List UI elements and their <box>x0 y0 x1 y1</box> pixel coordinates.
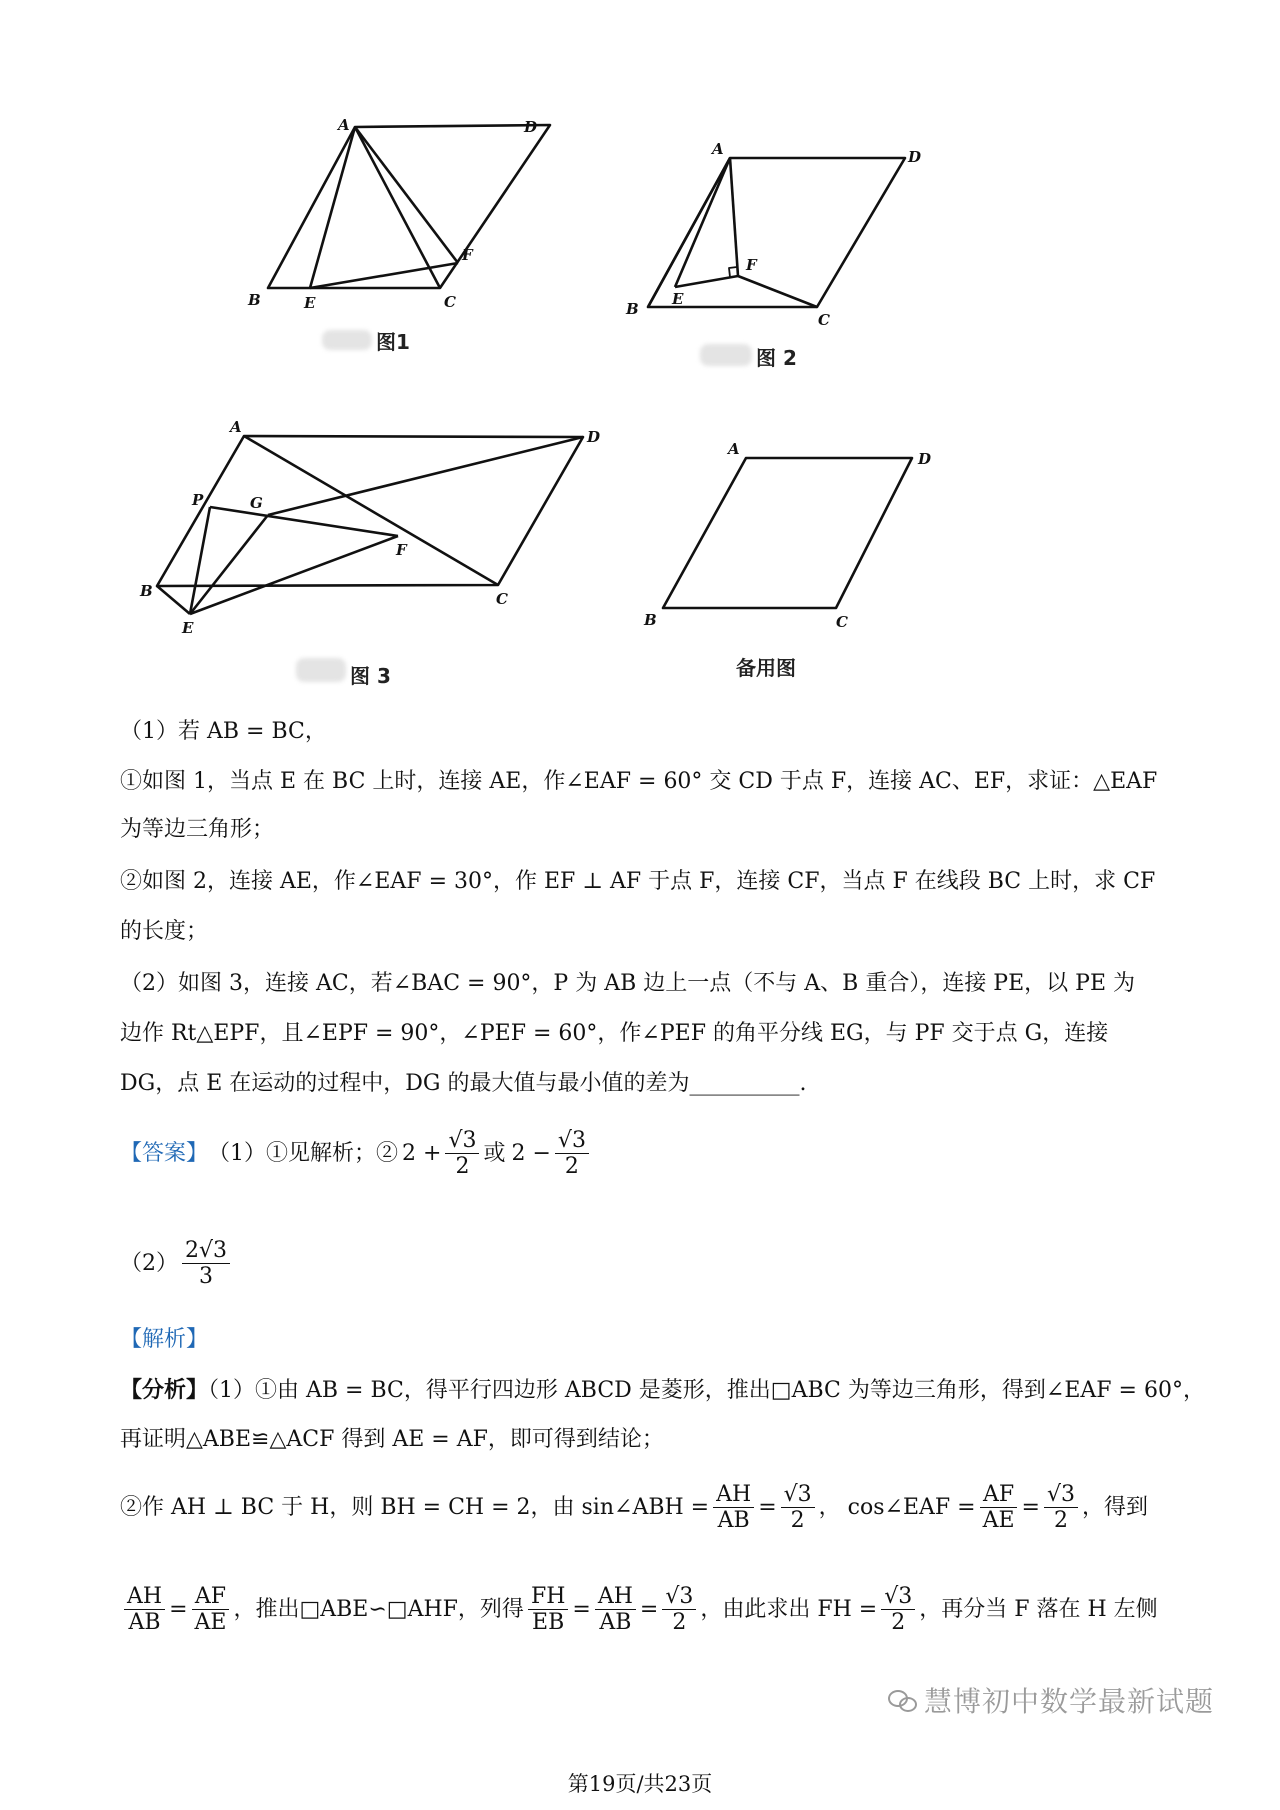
numerator: AF <box>980 1482 1017 1508</box>
point-label-c: C <box>496 590 508 608</box>
numerator: AH <box>713 1482 754 1508</box>
denominator: 2 <box>891 1610 906 1636</box>
denominator: AB <box>717 1508 750 1534</box>
blurred-logo <box>700 344 752 366</box>
denominator: 2 <box>672 1610 687 1636</box>
analysis-line4-c: ，再分当 F 落在 H 左侧 <box>919 1596 1158 1622</box>
equals-sign: = <box>758 1494 777 1520</box>
fraction <box>980 1482 1018 1534</box>
numerator: AH <box>595 1584 636 1610</box>
wechat-icon <box>888 1688 918 1712</box>
point-label-d: D <box>524 118 538 136</box>
point-label-p: P <box>192 491 204 509</box>
fraction <box>192 1584 230 1636</box>
fraction <box>182 1238 230 1290</box>
answer-label: 【答案】 <box>120 1140 209 1166</box>
answer-line <box>120 1128 593 1180</box>
figure-1 <box>230 116 560 320</box>
fraction <box>595 1584 636 1636</box>
point-label-a: A <box>712 140 724 158</box>
point-label-d: D <box>908 148 922 166</box>
analysis-line1-text: （1）①由 AB = BC，得平行四边形 ABCD 是菱形，推出□ABC 为等边三角形，得到∠EAF = 60°， <box>208 1378 1205 1403</box>
equals-sign: = <box>639 1596 659 1622</box>
fraction <box>445 1128 479 1180</box>
numerator: √3 <box>662 1584 696 1610</box>
question-part1-ii-line1: ②如图 2，连接 AE，作∠EAF = 30°，作 EF ⊥ AF 于点 F，连接 CF，当点 F 在线段 BC 上时，求 CF <box>120 869 1156 894</box>
fraction <box>713 1482 754 1534</box>
question-part1-i-line2: 为等边三角形； <box>120 817 275 842</box>
analysis-line1 <box>120 1376 1205 1406</box>
figure-spare-caption: 备用图 <box>736 656 796 680</box>
parallelogram-abcd <box>663 458 912 608</box>
equals-sign: = <box>572 1596 591 1622</box>
equals-sign: = <box>1021 1494 1040 1520</box>
segment-fc <box>738 276 817 307</box>
numerator: √3 <box>1044 1482 1078 1508</box>
denominator: 2 <box>564 1154 579 1180</box>
analysis-line2: 再证明△ABE≌△ACF 得到 AE = AF，即可得到结论； <box>120 1427 664 1452</box>
parallelogram-abcd <box>268 125 550 288</box>
analysis-line4-b: ，由此求出 FH = <box>700 1596 878 1622</box>
segment-be <box>157 586 190 614</box>
question-part2-line1: （2）如图 3，连接 AC，若∠BAC = 90°，P 为 AB 边上一点（不与 A、B 重合），连接 PE，以 PE 为 <box>120 971 1136 996</box>
analysis-line4-a: ，推出□ABE∽□AHF，列得 <box>233 1596 524 1622</box>
point-label-c: C <box>836 613 848 631</box>
page-number: 第19页/共23页 <box>567 1772 713 1796</box>
segment-pf <box>210 507 398 536</box>
point-label-e: E <box>182 619 194 637</box>
segment-ae <box>310 127 355 288</box>
numerator: AF <box>192 1584 229 1610</box>
numerator: 2√3 <box>182 1238 230 1264</box>
analysis-label: 【解析】 <box>120 1327 209 1352</box>
denominator: AE <box>982 1508 1015 1534</box>
denominator: AB <box>599 1610 632 1636</box>
point-label-f: F <box>396 541 407 559</box>
denominator: 3 <box>199 1264 213 1290</box>
fraction <box>881 1584 915 1636</box>
point-label-g: G <box>250 494 263 512</box>
answer-part2-prefix: （2） <box>120 1250 178 1276</box>
point-label-a: A <box>338 116 350 134</box>
denominator: EB <box>532 1610 565 1636</box>
answer-expr2-int: 2 − <box>511 1140 551 1166</box>
point-label-c: C <box>444 293 456 311</box>
blurred-logo <box>296 658 346 682</box>
fraction <box>781 1482 815 1534</box>
denominator: 2 <box>790 1508 805 1534</box>
segment-ac <box>355 127 440 288</box>
segment-af <box>355 127 458 263</box>
point-label-e: E <box>672 290 684 308</box>
segment-ae <box>675 158 730 287</box>
point-label-c: C <box>818 311 830 329</box>
segment-af <box>730 158 738 276</box>
denominator: 2 <box>1053 1508 1068 1534</box>
answer-expr1-int: 2 + <box>402 1140 442 1166</box>
analysis-sub-label: 【分析】 <box>120 1377 209 1403</box>
figure-3-caption: 图 3 <box>350 664 391 688</box>
fraction <box>124 1584 165 1636</box>
figure-spare <box>640 430 940 630</box>
analysis-line3-b: ， cos∠EAF = <box>818 1494 976 1520</box>
question-part2-line3: DG，点 E 在运动的过程中，DG 的最大值与最小值的差为__________. <box>120 1071 807 1096</box>
numerator: √3 <box>445 1128 479 1154</box>
analysis-line4 <box>120 1584 1158 1636</box>
numerator: √3 <box>881 1584 915 1610</box>
segment-ef <box>675 276 738 287</box>
answer-part2 <box>120 1238 234 1290</box>
segment-ef <box>310 263 458 288</box>
equals-sign: = <box>169 1596 188 1622</box>
fraction <box>555 1128 589 1180</box>
analysis-line3-c: ，得到 <box>1082 1494 1149 1520</box>
numerator: √3 <box>781 1482 815 1508</box>
point-label-a: A <box>230 418 242 436</box>
figure-3 <box>140 410 620 640</box>
point-label-b: B <box>248 291 261 309</box>
answer-or: 或 <box>483 1140 506 1166</box>
watermark-text: 慧博初中数学最新试题 <box>924 1685 1215 1718</box>
numerator: FH <box>528 1584 568 1610</box>
blurred-logo <box>322 330 372 350</box>
figure-2-caption: 图 2 <box>756 346 797 370</box>
point-label-f: F <box>462 246 473 264</box>
fraction <box>662 1584 696 1636</box>
watermark <box>888 1680 1214 1720</box>
point-label-d: D <box>918 450 932 468</box>
question-part2-line2: 边作 Rt△EPF，且∠EPF = 90°，∠PEF = 60°，作∠PEF 的角平分线 EG，与 PF 交于点 G，连接 <box>120 1021 1109 1046</box>
fraction <box>528 1584 568 1636</box>
answer-part1-prefix: （1）①见解析；② <box>208 1140 399 1166</box>
denominator: AE <box>194 1610 227 1636</box>
point-label-a: A <box>728 440 740 458</box>
analysis-line3-a: ②作 AH ⊥ BC 于 H，则 BH = CH = 2，由 sin∠ABH = <box>120 1494 710 1520</box>
segment-gd <box>268 437 583 515</box>
point-label-f: F <box>746 256 757 274</box>
point-label-e: E <box>304 294 316 312</box>
point-label-d: D <box>587 428 601 446</box>
question-part1-ii-line2: 的长度； <box>120 919 209 944</box>
fraction <box>1044 1482 1078 1534</box>
question-part1-head: （1）若 AB = BC， <box>120 719 327 744</box>
point-label-b: B <box>140 582 153 600</box>
denominator: 2 <box>455 1154 470 1180</box>
figure-1-caption: 图1 <box>376 330 410 354</box>
point-label-b: B <box>644 611 657 629</box>
denominator: AB <box>128 1610 161 1636</box>
point-label-b: B <box>626 300 639 318</box>
question-part1-i-line1: ①如图 1，当点 E 在 BC 上时，连接 AE，作∠EAF = 60° 交 CD 于点 F，连接 AC、EF，求证：△EAF <box>120 769 1158 794</box>
analysis-line3 <box>120 1482 1148 1534</box>
figure-2 <box>620 140 930 330</box>
numerator: √3 <box>555 1128 589 1154</box>
numerator: AH <box>124 1584 165 1610</box>
